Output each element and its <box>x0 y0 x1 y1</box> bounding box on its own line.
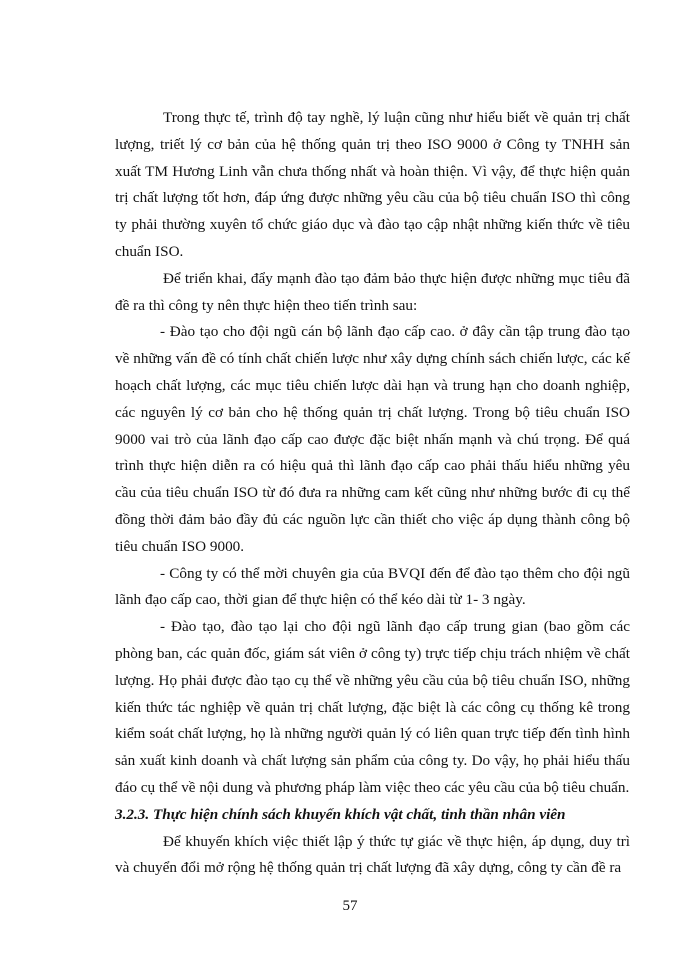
bullet-bvqi-experts: - Công ty có thể mời chuyên gia của BVQI đến để đào tạo thêm cho đội ngũ lãnh đạo cấp cao, thời gian để thực hiện có thể kéo dài từ 1- 3 ngày. <box>115 564 630 609</box>
paragraph-training-context: Trong thực tế, trình độ tay nghề, lý luận cũng như hiểu biết về quản trị chất lượng, triết lý cơ bản của hệ thống quản trị theo ISO 9000 ở Công ty TNHH sản xuất TM Hương Linh vẫn chưa thống nhất và hoàn thiện. Vì vậy, để thực hiện quản trị chất lượng tốt hơn, đáp ứng được những yêu cầu của bộ tiêu chuẩn ISO thì công ty phải thường xuyên tổ chức giáo dục và đào tạo cập nhật những kiến thức về tiêu chuẩn ISO. <box>115 109 630 260</box>
paragraph-incentives: Để khuyến khích việc thiết lập ý thức tự giác về thực hiện, áp dụng, duy trì và chuyển đổi mở rộng hệ thống quản trị chất lượng đã xây dựng, công ty cần đề ra <box>115 832 630 877</box>
bullet-senior-leadership-training: - Đào tạo cho đội ngũ cán bộ lãnh đạo cấp cao. ở đây cần tập trung đào tạo về những vấn đề có tính chất chiến lược như xây dựng chính sách chiến lược, các kế hoạch chất lượng, các mục tiêu chiến lược dài hạn và trung hạn cho doanh nghiệp, các nguyên lý cơ bản cho hệ thống quản trị chất lượng. Trong bộ tiêu chuẩn ISO 9000 vai trò của lãnh đạo cấp cao được đặc biệt nhấn mạnh và chú trọng. Để quá trình thực hiện diễn ra có hiệu quả thì lãnh đạo cấp cao phải thấu hiểu những yêu cầu của tiêu chuẩn ISO từ đó đưa ra những cam kết cũng như những bước đi cụ thể đồng thời đảm bảo đầy đủ các nguồn lực cần thiết cho việc áp dụng thành công bộ tiêu chuẩn ISO 9000. <box>115 323 630 555</box>
document-body <box>115 105 630 882</box>
section-heading: 3.2.3. Thực hiện chính sách khuyến khích vật chất, tinh thần nhân viên <box>115 805 566 823</box>
page-number: 57 <box>342 898 358 914</box>
bullet-middle-management-training: - Đào tạo, đào tạo lại cho đội ngũ lãnh đạo cấp trung gian (bao gồm các phòng ban, các quản đốc, giám sát viên ở công ty) trực tiếp chịu trách nhiệm về chất lượng. Họ phải được đào tạo cụ thể về những yêu cầu của bộ tiêu chuẩn ISO, những kiến thức tác nghiệp về quản trị chất lượng, đặc biệt là các công cụ thống kê trong kiểm soát chất lượng, họ là những người quản lý có liên quan trực tiếp đến tình hình sản xuất kinh doanh và chất lượng sản phẩm của công ty. Do vậy, họ phải hiểu thấu đáo cụ thể về nội dung và phương pháp làm việc theo các yêu cầu của bộ tiêu chuẩn. <box>115 618 630 796</box>
paragraph-training-process-intro: Để triển khai, đẩy mạnh đào tạo đảm bảo thực hiện được những mục tiêu đã đề ra thì công ty nên thực hiện theo tiến trình sau: <box>115 269 630 314</box>
